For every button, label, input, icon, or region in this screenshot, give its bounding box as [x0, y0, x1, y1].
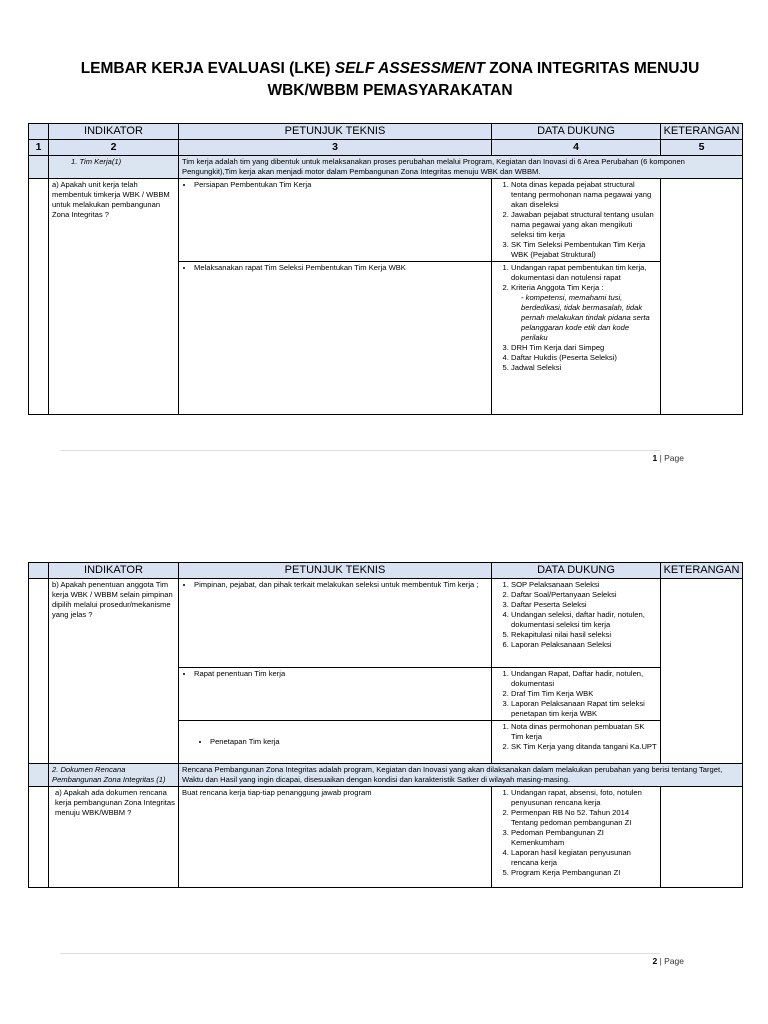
title-line2: WBK/WBBM PEMASYARAKATAN	[267, 82, 513, 99]
list-item: 2. Jawaban pejabat structural tentang usulan nama pegawai yang akan mengikuti seleksi tim kerja	[511, 210, 657, 240]
lke-table-page2	[28, 562, 743, 888]
list-item: 2. Daftar Soal/Pertanyaan Seleksi	[511, 590, 657, 600]
section-row-tim-kerja	[29, 156, 743, 179]
column-number: 2	[49, 140, 179, 156]
header-petunjuk-teknis: PETUNJUK TEKNIS	[179, 563, 492, 579]
list-item: 1. Undangan rapat pembentukan tim kerja, dokumentasi dan notulensi rapat	[511, 263, 657, 283]
footer-divider	[60, 953, 660, 954]
keterangan-cell	[661, 179, 743, 415]
list-item: 5. Rekapitulasi nilai hasil seleksi	[511, 630, 657, 640]
list-item: 4. Daftar Hukdis (Peserta Seleksi)	[511, 353, 657, 363]
list-item: 6. Laporan Pelaksanaan Seleksi	[511, 640, 657, 650]
list-item: 2. Draf Tim Tim Kerja WBK	[511, 689, 657, 699]
data-dukung-cell	[492, 262, 661, 415]
keterangan-cell	[661, 787, 743, 888]
header-keterangan: KETERANGAN	[661, 563, 743, 579]
section-description: Tim kerja adalah tim yang dibentuk untuk melaksanakan proses perubahan melalui Program, Kegiatan dan Inovasi di 6 Area Perubahan (6 komponen Pengungkit),Tim kerja akan menjadi motor dalam Pembangunan Zona Integritas menuju WBK dan WBBM.	[179, 156, 743, 179]
table-row	[29, 179, 743, 262]
header-row	[29, 563, 743, 579]
keterangan-cell	[661, 579, 743, 764]
data-dukung-cell	[492, 579, 661, 668]
page-number: 1 | Page	[652, 453, 684, 463]
list-item: 1. Nota dinas kepada pejabat structural tentang permohonan nama pegawai yang akan diseleksi	[511, 180, 657, 210]
section-label: 1. Tim Kerja(1)	[49, 156, 179, 179]
list-item: - kompetensi, memahami tusi, berdedikasi, tidak bermasalah, tidak pernah melakukan tindak pidana serta pelanggaran kode etik dan kode perilaku	[521, 293, 657, 343]
list-item: 1. Undangan rapat, absensi, foto, notulen penyusunan rencana kerja	[511, 788, 657, 808]
indikator-cell: b) Apakah penentuan anggota Tim kerja WBK / WBBM selain pimpinan dipilih melalui prosedur/mekanisme yang jelas ?	[49, 579, 179, 764]
list-item: 3. Pedoman Pembangunan ZI Kemenkumham	[511, 828, 657, 848]
column-number: 3	[179, 140, 492, 156]
column-number-row	[29, 140, 743, 156]
petunjuk-cell: Buat rencana kerja tiap-tiap penanggung jawab program	[179, 787, 492, 888]
header-indikator: INDIKATOR	[49, 563, 179, 579]
title-line1-a: LEMBAR KERJA EVALUASI (LKE)	[80, 60, 335, 77]
list-item: • Melaksanakan rapat Tim Seleksi Pembentukan Tim Kerja WBK	[194, 263, 488, 273]
header-blank	[29, 563, 49, 579]
page-title	[60, 58, 720, 102]
list-item: 2. Kriteria Anggota Tim Kerja : - kompetensi, memahami tusi, berdedikasi, tidak bermasalah, tidak pernah melakukan tindak pidana serta pelanggaran kode etik dan kode perilaku	[511, 283, 657, 343]
list-item: 1. Undangan Rapat, Daftar hadir, notulen, dokumentasi	[511, 669, 657, 689]
petunjuk-cell	[179, 262, 492, 415]
title-line1-b: ZONA INTEGRITAS MENUJU	[484, 60, 700, 77]
indikator-cell: a) Apakah unit kerja telah membentuk timkerja WBK / WBBM untuk melakukan pembangunan Zona Integritas ?	[49, 179, 179, 415]
header-keterangan: KETERANGAN	[661, 124, 743, 140]
title-line1-emphasis: SELF ASSESSMENT	[334, 60, 485, 77]
indikator-cell: a) Apakah ada dokumen rencana kerja pembangunan Zona Integritas menuju WBK/WBBM ?	[49, 787, 179, 888]
petunjuk-cell	[179, 179, 492, 262]
list-item: 4. Undangan seleksi, daftar hadir, notulen, dokumentasi seleksi tim kerja	[511, 610, 657, 630]
table-row	[29, 579, 743, 668]
petunjuk-cell	[179, 668, 492, 721]
data-dukung-cell	[492, 179, 661, 262]
header-petunjuk-teknis: PETUNJUK TEKNIS	[179, 124, 492, 140]
section-row-rencana-pembangunan	[29, 764, 743, 787]
data-dukung-cell	[492, 668, 661, 721]
list-item: • Rapat penentuan Tim kerja	[194, 669, 488, 679]
list-item: • Penetapan Tim kerja	[210, 737, 488, 747]
column-number: 1	[29, 140, 49, 156]
list-item: 5. Program Kerja Pembangunan ZI	[511, 868, 657, 878]
data-dukung-cell	[492, 787, 661, 888]
list-item: 3. Daftar Peserta Seleksi	[511, 600, 657, 610]
list-item: 1. SOP Pelaksanaan Seleksi	[511, 580, 657, 590]
list-item: 2. Permenpan RB No 52. Tahun 2014 Tentang pedoman pembangunan ZI	[511, 808, 657, 828]
list-item: 4. Laporan hasil kegiatan penyusunan rencana kerja	[511, 848, 657, 868]
list-item: 5. Jadwal Seleksi	[511, 363, 657, 373]
petunjuk-cell	[179, 721, 492, 764]
header-row	[29, 124, 743, 140]
table-row	[29, 787, 743, 888]
section-description: Rencana Pembangunan Zona Integritas adalah program, Kegiatan dan Inovasi yang akan dilaksanakan dalam melakukan perubahan yang berisi tentang Target, Waktu dan Hasil yang ingin dicapai, disesuaikan dengan kondisi dan karakteristik Satker di wilayah masing-masing.	[179, 764, 743, 787]
page-number: 2 | Page	[652, 956, 684, 966]
header-indikator: INDIKATOR	[49, 124, 179, 140]
lke-table-page1	[28, 123, 743, 415]
list-item: 3. Laporan Pelaksanaan Rapat tim seleksi penetapan tim kerja WBK	[511, 699, 657, 719]
list-item: 2. SK Tim Kerja yang ditanda tangani Ka.UPT	[511, 742, 657, 752]
list-item: • Pimpinan, pejabat, dan pihak terkait melakukan seleksi untuk membentuk Tim kerja ;	[194, 580, 488, 590]
petunjuk-cell	[179, 579, 492, 668]
list-item: 3. DRH Tim Kerja dari Simpeg	[511, 343, 657, 353]
header-data-dukung: DATA DUKUNG	[492, 124, 661, 140]
list-item: 3. SK Tim Seleksi Pembentukan Tim Kerja WBK (Pejabat Struktural)	[511, 240, 657, 260]
column-number: 4	[492, 140, 661, 156]
header-data-dukung: DATA DUKUNG	[492, 563, 661, 579]
footer-divider	[60, 450, 660, 451]
column-number: 5	[661, 140, 743, 156]
section-label: 2. Dokumen Rencana Pembangunan Zona Integritas (1)	[49, 764, 179, 787]
list-item: 1. Nota dinas permohonan pembuatan SK Tim kerja	[511, 722, 657, 742]
list-item: • Persiapan Pembentukan Tim Kerja	[194, 180, 488, 190]
data-dukung-cell	[492, 721, 661, 764]
header-blank	[29, 124, 49, 140]
